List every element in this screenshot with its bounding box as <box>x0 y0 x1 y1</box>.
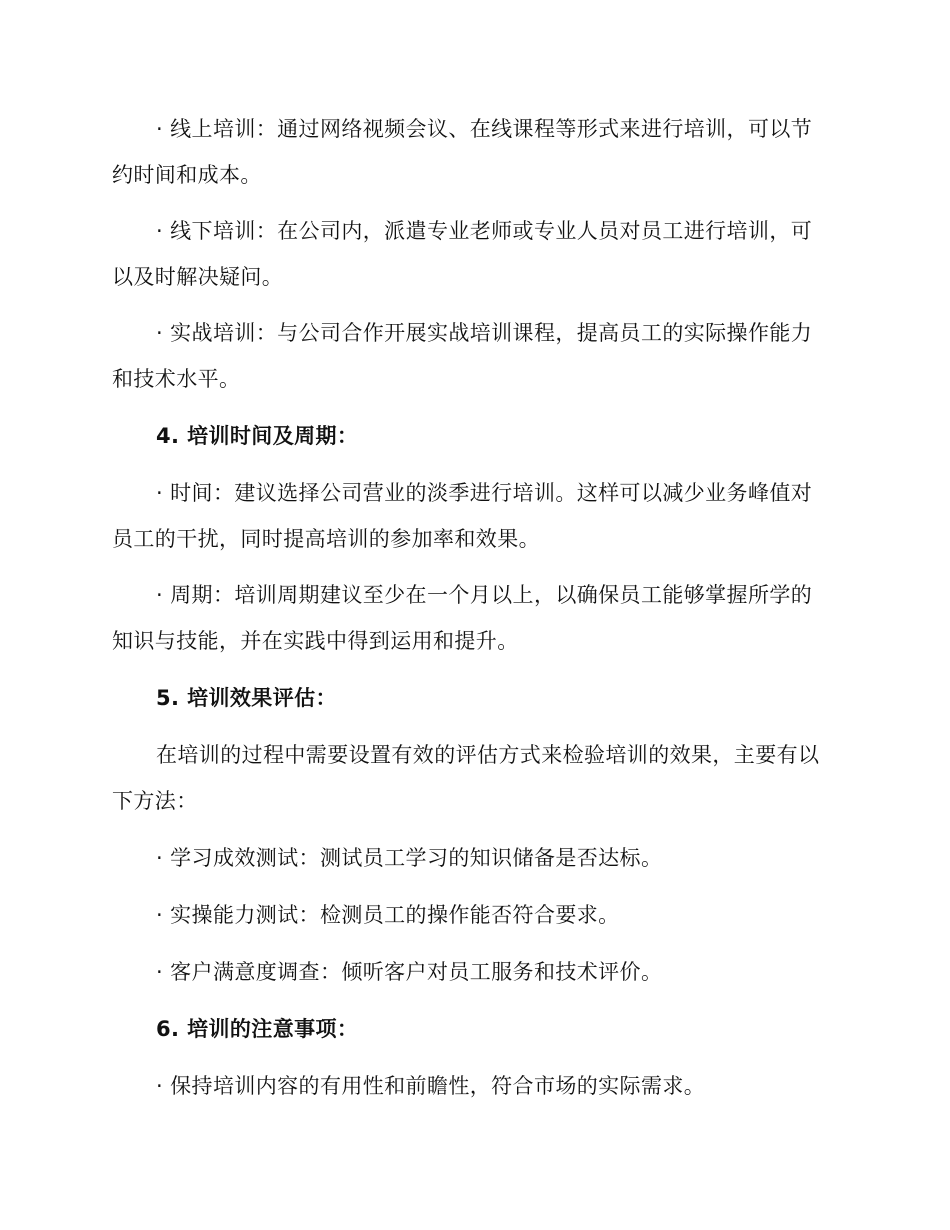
bullet-practical-training: · 实战培训：与公司合作开展实战培训课程，提高员工的实际操作能力和技术水平。 <box>112 321 813 391</box>
heading-training-time-period: 4. 培训时间及周期： <box>156 424 359 448</box>
bullet-offline-training: · 线下培训：在公司内，派遣专业老师或专业人员对员工进行培训，可以及时解决疑问。 <box>112 219 813 289</box>
bullet-period: · 周期：培训周期建议至少在一个月以上，以确保员工能够掌握所学的知识与技能，并在实践中得到运用和提升。 <box>112 583 813 653</box>
bullet-practical-test: · 实操能力测试：检测员工的操作能否符合要求。 <box>156 903 620 927</box>
heading-training-notes: 6. 培训的注意事项： <box>156 1017 359 1041</box>
evaluation-intro: 在培训的过程中需要设置有效的评估方式来检验培训的效果，主要有以下方法： <box>112 743 820 813</box>
bullet-online-training: · 线上培训：通过网络视频会议、在线课程等形式来进行培训，可以节约时间和成本。 <box>112 117 813 187</box>
heading-training-evaluation: 5. 培训效果评估： <box>156 686 337 710</box>
bullet-keep-content-useful: · 保持培训内容的有用性和前瞻性，符合市场的实际需求。 <box>156 1074 706 1098</box>
bullet-learning-test: · 学习成效测试：测试员工学习的知识储备是否达标。 <box>156 846 663 870</box>
bullet-time: · 时间：建议选择公司营业的淡季进行培训。这样可以减少业务峰值对员工的干扰，同时提高培训的参加率和效果。 <box>112 481 813 551</box>
bullet-customer-survey: · 客户满意度调查：倾听客户对员工服务和技术评价。 <box>156 960 663 984</box>
